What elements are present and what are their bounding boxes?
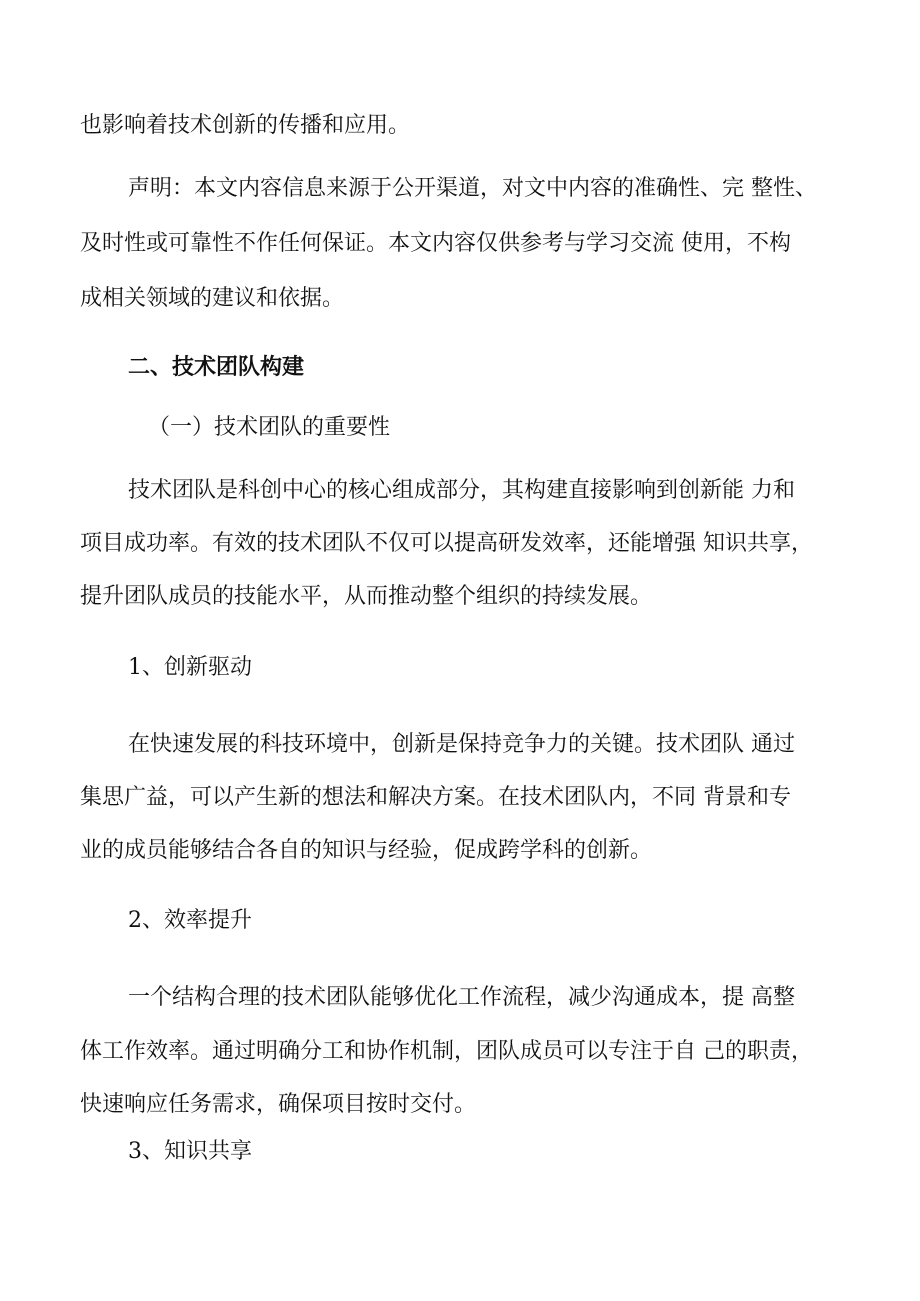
importance-para-line-3: 提升团队成员的技能水平，从而推动整个组织的持续发展。 — [80, 584, 653, 609]
item2-para-line-1: 一个结构合理的技术团队能够优化工作流程，减少沟通成本，提 高整 — [128, 985, 795, 1010]
intro-tail-line: 也影响着技术创新的传播和应用。 — [80, 113, 411, 138]
item1-heading: 1、创新驱动 — [128, 655, 252, 680]
disclaimer-line-1: 声明：本文内容信息来源于公开渠道，对文中内容的准确性、完 整性、 — [128, 176, 817, 201]
importance-para-line-1: 技术团队是科创中心的核心组成部分，其构建直接影响到创新能 力和 — [128, 478, 795, 503]
item1-para-line-3: 业的成员能够结合各自的知识与经验，促成跨学科的创新。 — [80, 838, 653, 863]
importance-para-line-2: 项目成功率。有效的技术团队不仅可以提高研发效率，还能增强 知识共享， — [80, 531, 813, 556]
item2-heading: 2、效率提升 — [128, 908, 252, 933]
item2-para-line-2: 体工作效率。通过明确分工和协作机制，团队成员可以专注于自 己的职责， — [80, 1039, 813, 1064]
section-heading: 二、技术团队构建 — [128, 354, 305, 380]
disclaimer-line-3: 成相关领域的建议和依据。 — [80, 286, 345, 311]
subsection-heading: （一）技术团队的重要性 — [148, 415, 391, 440]
item1-para-line-2: 集思广益，可以产生新的想法和解决方案。在技术团队内，不同 背景和专 — [80, 785, 791, 810]
item1-para-line-1: 在快速发展的科技环境中，创新是保持竞争力的关键。技术团队 通过 — [128, 732, 795, 757]
item3-heading: 3、知识共享 — [128, 1139, 252, 1164]
item2-para-line-3: 快速响应任务需求，确保项目按时交付。 — [80, 1092, 477, 1117]
disclaimer-line-2: 及时性或可靠性不作任何保证。本文内容仅供参考与学习交流 使用，不构 — [80, 231, 791, 256]
